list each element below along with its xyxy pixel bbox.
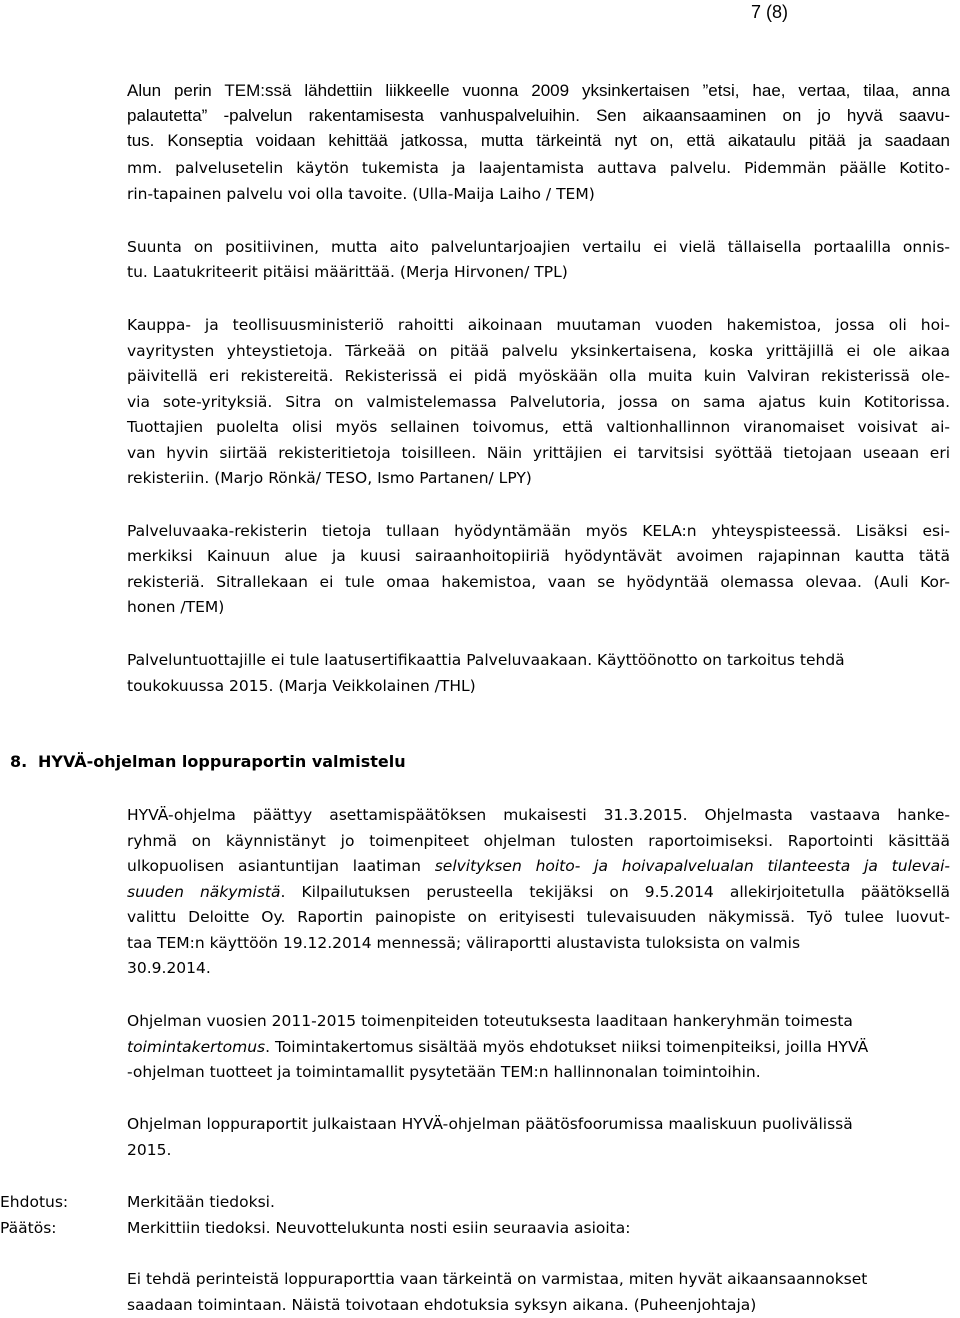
paragraph-line: toukokuussa 2015. (Marja Veikkolainen /THL)	[127, 677, 476, 695]
text-run: . Kilpailutuksen perusteella tekijäksi on 9.5.2014 allekirjoitetulla päätöksellä	[280, 883, 950, 901]
paragraph-line: van hyvin siirtää rekisteritietoja toisilleen. Näin yrittäjien ei tarvitsisi syöttää tietojaan useaan eri	[127, 444, 950, 462]
paragraph-line: tus. Konseptia voidaan kehittää jatkossa, mutta tärkeintä nyt on, että aikataulu pitää ja saadaan	[127, 131, 950, 150]
paragraph-line: Tuottajien puolelta olisi myös sellainen toivomus, että valtionhallinnon viranomaiset voisivat ai-	[127, 418, 950, 436]
italic-text: toimintakertomus	[127, 1038, 266, 1056]
paragraph-line: taa TEM:n käyttöön 19.12.2014 mennessä; väliraportti alustavista tuloksista on valmis	[127, 934, 801, 952]
paragraph-line: tu. Laatukriteerit pitäisi määrittää. (Merja Hirvonen/ TPL)	[127, 263, 568, 281]
paragraph-line: vayritysten yhteystietoja. Tärkeää on pitää palvelu yksinkertaisena, koska yrittäjillä ei ole aikaa	[127, 342, 950, 360]
paragraph-line: palautetta” -palvelun rakentamisesta vanhuspalveluihin. Sen aikaansaaminen on jo hyvä saavu-	[127, 106, 950, 125]
text-run: ulkopuolisen asiantuntijan laatiman	[127, 857, 435, 875]
paragraph-line: mm. palvelusetelin käytön tukemista ja laajentamista auttava palvelu. Pidemmän päälle Kotito-	[127, 159, 950, 177]
paragraph-line: saadaan toimintaan. Näistä toivotaan ehdotuksia syksyn aikana. (Puheenjohtaja)	[127, 1296, 757, 1314]
paragraph-line: ryhmä on käynnistänyt jo toimenpiteet ohjelman tulosten raportoimiseksi. Raportointi käsittää	[127, 832, 950, 850]
section-title: HYVÄ-ohjelman loppuraportin valmistelu	[38, 752, 406, 771]
paragraph-line: rekisteriä. Sitrallekaan ei tule omaa hakemistoa, vaan se hyödyntää olemassa olevaa. (Auli Kor-	[127, 573, 950, 591]
text-run: . Toimintakertomus sisältää myös ehdotukset niiksi toimenpiteiksi, joilla HYVÄ	[265, 1038, 869, 1056]
section-number: 8.	[10, 752, 28, 771]
paragraph-line: Palveluntuottajille ei tule laatusertifikaattia Palveluvaakaan. Käyttöönotto on tarkoitus tehdä	[127, 651, 845, 669]
paragraph-line: Suunta on positiivinen, mutta aito palveluntarjoajien vertailu ei vielä tällaisella portaalilla onnis-	[127, 238, 950, 256]
decision-label: Päätös:	[0, 1219, 57, 1237]
paragraph-line: rekisteriin. (Marjo Rönkä/ TESO, Ismo Partanen/ LPY)	[127, 469, 532, 487]
paragraph-line	[127, 1037, 868, 1057]
proposal-label: Ehdotus:	[0, 1193, 69, 1211]
paragraph-line: päivitellä eri rekistereitä. Rekisterissä ei pidä myöskään olla muita kuin Valviran rekisterissä ole-	[127, 367, 950, 385]
italic-text: suuden näkymistä	[127, 883, 281, 901]
paragraph-line: -ohjelman tuotteet ja toimintamallit pysytetään TEM:n hallinnonalan toimintoihin.	[127, 1063, 761, 1081]
paragraph-line: 2015.	[127, 1141, 172, 1159]
paragraph-line: Ei tehdä perinteistä loppuraporttia vaan tärkeintä on varmistaa, miten hyvät aikaansaannokset	[127, 1270, 868, 1288]
paragraph-line: Ohjelman loppuraportit julkaistaan HYVÄ-ohjelman päätösfoorumissa maaliskuun puolivälissä	[127, 1115, 853, 1133]
paragraph-line: rin-tapainen palvelu voi olla tavoite. (Ulla-Maija Laiho / TEM)	[127, 185, 595, 203]
proposal-text: Merkitään tiedoksi.	[127, 1193, 275, 1211]
paragraph-line: merkiksi Kainuun alue ja kuusi sairaanhoitopiiriä hyödyntävät avoimen rajapinnan kautta tätä	[127, 547, 950, 565]
paragraph-line: 30.9.2014.	[127, 959, 211, 977]
paragraph-line: honen /TEM)	[127, 598, 225, 616]
paragraph-line	[127, 856, 950, 876]
paragraph-line: Kauppa- ja teollisuusministeriö rahoitti aikoinaan muutaman vuoden hakemistoa, jossa oli hoi-	[127, 316, 950, 334]
paragraph-line: via sote-yrityksiä. Sitra on valmistelemassa Palvelutoria, jossa on sama ajatus kuin Kotitorissa.	[127, 393, 950, 411]
paragraph-line: HYVÄ-ohjelma päättyy asettamispäätöksen mukaisesti 31.3.2015. Ohjelmasta vastaava hanke-	[127, 806, 950, 824]
paragraph-line: Alun perin TEM:ssä lähdettiin liikkeelle vuonna 2009 yksinkertaisen ”etsi, hae, vertaa, tilaa, anna	[127, 81, 950, 100]
page-number: 7 (8)	[750, 2, 788, 22]
paragraph-line: Palveluvaaka-rekisterin tietoja tullaan hyödyntämään myös KELA:n yhteyspisteessä. Lisäksi esi-	[127, 522, 950, 540]
italic-text: selvityksen hoito- ja hoivapalvelualan tilanteesta ja tulevai-	[434, 857, 950, 875]
paragraph-line: valittu Deloitte Oy. Raportin painopiste on erityisesti tulevaisuuden näkymissä. Työ tulee luovut-	[127, 908, 950, 926]
decision-text: Merkittiin tiedoksi. Neuvottelukunta nosti esiin seuraavia asioita:	[127, 1219, 631, 1237]
paragraph-line: Ohjelman vuosien 2011-2015 toimenpiteiden toteutuksesta laaditaan hankeryhmän toimesta	[127, 1012, 853, 1030]
paragraph-line	[127, 882, 950, 902]
